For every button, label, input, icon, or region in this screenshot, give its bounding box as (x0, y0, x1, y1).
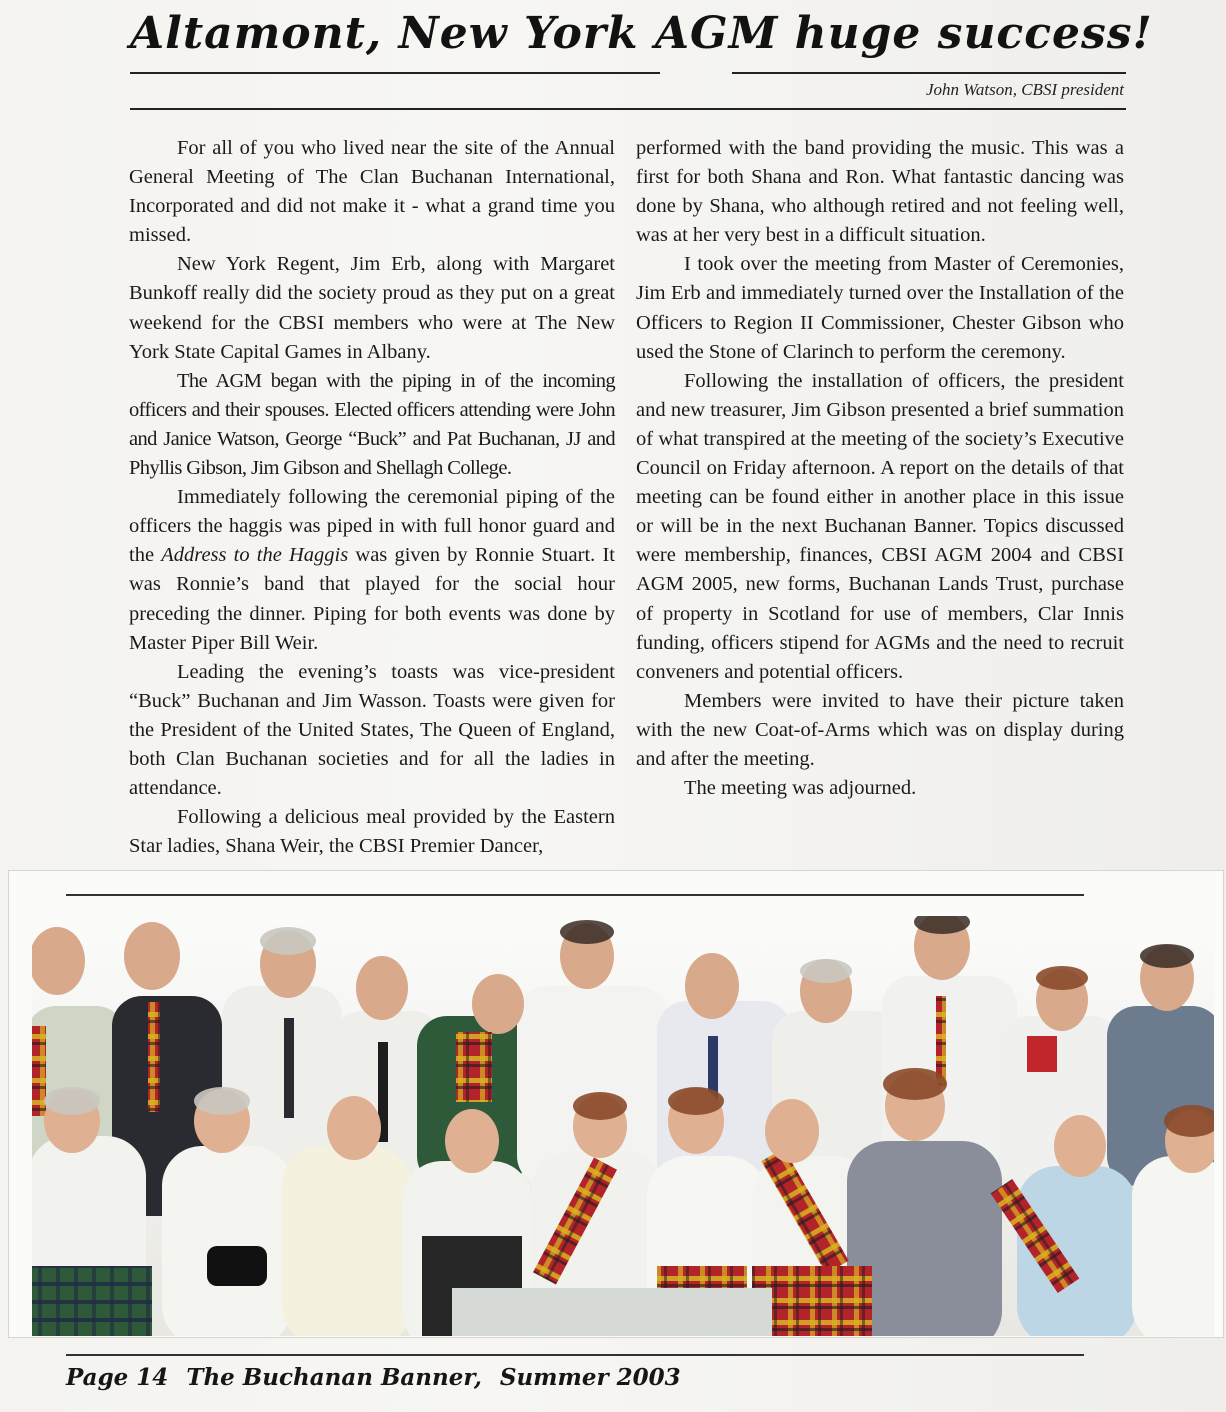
footer-page-number: Page 14 (66, 1364, 169, 1391)
photo-top-rule (66, 894, 1084, 896)
paragraph-haggis (129, 483, 615, 658)
paragraph-intro: For all of you who lived near the site of the Annual General Meeting of The Clan Buchanan International, Incorporated and did not make it - what a grand time you missed. (129, 137, 615, 247)
paragraph-council: Following the installation of officers, the president and new treasurer, Jim Gibson presented a brief summation of what transpired at the meeting of the society’s Executive Council on Friday afternoon. A report on the details of that meeting can be found either in another place in this issue or will be in the next Buchanan Banner. Topics discussed were membership, finances, CBSI AGM 2004 and CBSI AGM 2005, new forms, Buchanan Lands Trust, purchase of property in Scotland for use of members, Clar Innis funding, officers stipend for AGMs and the need to recruit conveners and potential officers. (636, 369, 1124, 683)
haggis-title: Address to the Haggis (161, 544, 349, 567)
article-headline: Altamont, New York AGM huge success! (130, 8, 1153, 59)
headline-rule-left (130, 72, 660, 74)
paragraph-regent: New York Regent, Jim Erb, along with Margaret Bunkoff really did the society proud as they put on a great weekend for the CBSI members who were at The New York State Capital Games in Albany. (129, 253, 615, 363)
footer-publication: The Buchanan Banner, (186, 1364, 482, 1391)
headline-rule-right (732, 72, 1126, 74)
article-byline: John Watson, CBSI president (925, 80, 1124, 99)
page-footer (66, 1364, 691, 1391)
paragraph-officers: The AGM began with the piping in of the incoming officers and their spouses. Elected officers attending were John and Janice Watson, George “Buck” and Pat Buchanan, JJ and Phyllis Gibson, Jim Gibson and Shellagh College. (129, 369, 615, 480)
paragraph-adjourned: The meeting was adjourned. (684, 777, 917, 800)
paragraph-coat-of-arms: Members were invited to have their picture taken with the new Coat-of-Arms which was on display during and after the meeting. (636, 689, 1124, 770)
paragraph-toasts: Leading the evening’s toasts was vice-president “Buck” Buchanan and Jim Wasson. Toasts were given for the President of the United States, The Queen of England, both Clan Buchanan societies and for all the ladies in attendance. (129, 660, 615, 800)
haggis-text-after: was given by Ronnie Stuart. It was Ronnie’s band that played for the social hour preceding the dinner. Piping for both events was done by Master Piper Bill Weir. (129, 544, 615, 654)
footer-issue: Summer 2003 (499, 1364, 681, 1391)
paragraph-dancing: performed with the band providing the music. This was a first for both Shana and Ron. What fantastic dancing was done by Shana, who although retired and not feeling well, was at her very best in a difficult situation. (636, 137, 1124, 247)
group-photo (32, 916, 1214, 1336)
haggis-text-before: Immediately following the ceremonial piping of the officers the haggis was piped in with full honor guard and the (129, 486, 615, 567)
paragraph-installation: I took over the meeting from Master of Ceremonies, Jim Erb and immediately turned over the Installation of the Officers to Region II Commissioner, Chester Gibson who used the Stone of Clarinch to perform the ceremony. (636, 253, 1124, 363)
group-photo-illustration (32, 916, 1214, 1336)
paragraph-meal: Following a delicious meal provided by the Eastern Star ladies, Shana Weir, the CBSI Premier Dancer, (129, 806, 615, 858)
article-column-left (129, 134, 615, 861)
footer-rule (66, 1354, 1084, 1356)
byline-rule (130, 108, 1126, 110)
article-column-right (636, 134, 1124, 803)
